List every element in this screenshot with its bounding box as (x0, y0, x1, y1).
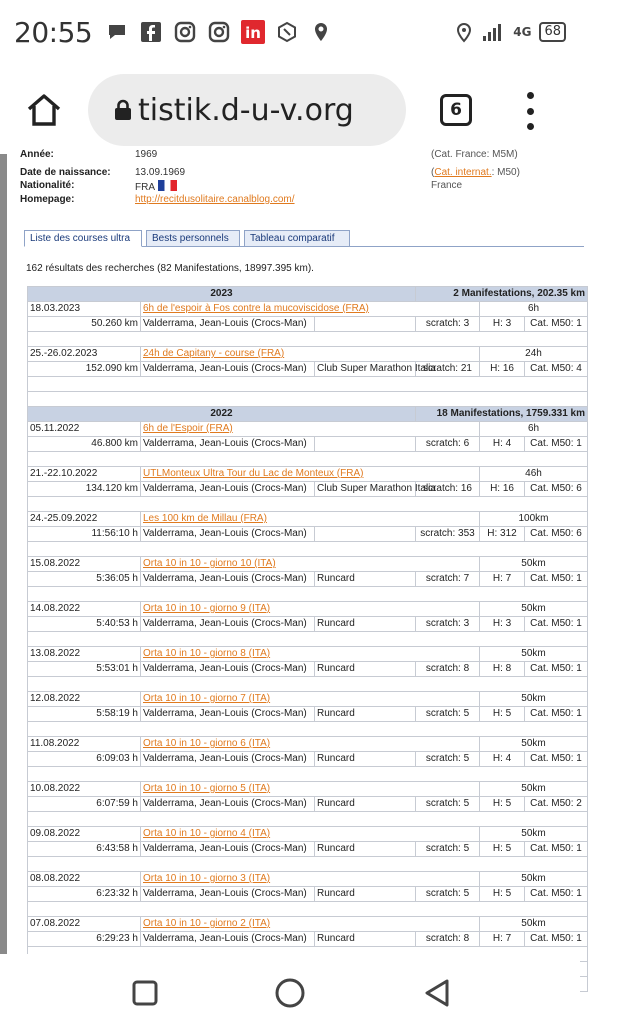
event-type: 50km (480, 827, 588, 842)
category-rank: Cat. M50: 1 (525, 662, 588, 677)
athlete-name: Valderrama, Jean-Louis (Crocs-Man) (141, 572, 315, 587)
event-date: 10.08.2022 (28, 782, 141, 797)
athlete-name: Valderrama, Jean-Louis (Crocs-Man) (141, 437, 315, 452)
event-link[interactable]: 24h de Capitany - course (FRA) (143, 348, 285, 359)
gender-rank: H: 5 (480, 887, 525, 902)
courses-table (27, 286, 588, 992)
event-link[interactable]: 6h de l'espoir à Fos contre la mucoviscidose (FRA) (143, 303, 369, 314)
event-name-cell (141, 827, 480, 842)
spacer-cell (28, 392, 588, 407)
event-row (28, 647, 588, 662)
info-row-birthdate (20, 167, 580, 180)
event-date: 08.08.2022 (28, 872, 141, 887)
event-type: 50km (480, 557, 588, 572)
event-link[interactable]: Orta 10 in 10 - giorno 4 (ITA) (143, 828, 271, 839)
scratch-rank: scratch: 6 (416, 437, 480, 452)
category-rank: Cat. M50: 1 (525, 842, 588, 857)
spacer-cell (28, 767, 588, 782)
club-name: Runcard (315, 887, 416, 902)
category-rank: Cat. M50: 2 (525, 797, 588, 812)
results-summary: 162 résultats des recherches (82 Manifestations, 18997.395 km). (26, 263, 314, 274)
address-bar[interactable] (88, 74, 406, 146)
event-date: 13.08.2022 (28, 647, 141, 662)
event-row (28, 917, 588, 932)
info-row-homepage (20, 194, 580, 207)
result-row (28, 617, 588, 632)
athlete-name: Valderrama, Jean-Louis (Crocs-Man) (141, 932, 315, 947)
event-link[interactable]: Orta 10 in 10 - giorno 2 (ITA) (143, 918, 271, 929)
club-name: Runcard (315, 662, 416, 677)
result-row (28, 362, 588, 377)
result-row (28, 572, 588, 587)
category-rank: Cat. M50: 6 (525, 527, 588, 542)
spacer-row (28, 722, 588, 737)
info-row-nationality (20, 180, 580, 193)
event-row (28, 557, 588, 572)
club-name: Runcard (315, 617, 416, 632)
gender-rank: H: 5 (480, 707, 525, 722)
event-row (28, 302, 588, 317)
scratch-rank: scratch: 3 (416, 617, 480, 632)
scratch-rank: scratch: 21 (416, 362, 480, 377)
event-link[interactable]: Orta 10 in 10 - giorno 7 (ITA) (143, 693, 271, 704)
event-type: 46h (480, 467, 588, 482)
back-triangle-icon[interactable] (420, 976, 454, 1010)
category-rank: Cat. M50: 1 (525, 437, 588, 452)
spacer-row (28, 632, 588, 647)
instagram-icon (208, 21, 230, 43)
location-pin-icon (310, 21, 332, 43)
event-row (28, 347, 588, 362)
spacer-row (28, 812, 588, 827)
performance: 50.260 km (28, 317, 141, 332)
event-link[interactable]: Orta 10 in 10 - giorno 6 (ITA) (143, 738, 271, 749)
performance: 6:09:03 h (28, 752, 141, 767)
spacer-cell (28, 632, 588, 647)
club-name (315, 317, 416, 332)
tab-comparison-table[interactable]: Tableau comparatif (244, 230, 350, 247)
event-name-cell (141, 872, 480, 887)
spacer-cell (28, 677, 588, 692)
scratch-rank: scratch: 7 (416, 572, 480, 587)
info-right: France (431, 180, 463, 191)
year-header-row (28, 407, 588, 422)
category-rank: Cat. M50: 1 (525, 932, 588, 947)
athlete-name: Valderrama, Jean-Louis (Crocs-Man) (141, 707, 315, 722)
overflow-menu-icon[interactable] (520, 92, 540, 130)
event-name-cell (141, 347, 480, 362)
event-row (28, 692, 588, 707)
gender-rank: H: 3 (480, 617, 525, 632)
result-row (28, 932, 588, 947)
event-type: 50km (480, 782, 588, 797)
spacer-row (28, 677, 588, 692)
event-date: 14.08.2022 (28, 602, 141, 617)
result-row (28, 662, 588, 677)
event-date: 24.-25.09.2022 (28, 512, 141, 527)
scratch-rank: scratch: 5 (416, 842, 480, 857)
event-row (28, 467, 588, 482)
event-date: 25.-26.02.2023 (28, 347, 141, 362)
gender-rank: H: 7 (480, 932, 525, 947)
performance: 6:23:32 h (28, 887, 141, 902)
club-name: Runcard (315, 707, 416, 722)
category-rank: Cat. M50: 4 (525, 362, 588, 377)
scratch-rank: scratch: 5 (416, 752, 480, 767)
info-label: Homepage: (20, 194, 75, 205)
performance: 6:07:59 h (28, 797, 141, 812)
club-name: Club Super Marathon Italia (315, 362, 416, 377)
performance: 11:56:10 h (28, 527, 141, 542)
spacer-cell (28, 332, 588, 347)
event-type: 50km (480, 737, 588, 752)
event-date: 07.08.2022 (28, 917, 141, 932)
event-type: 50km (480, 872, 588, 887)
info-right-prefix: ( (431, 167, 435, 178)
france-flag-icon (158, 180, 177, 191)
tab-course-list[interactable]: Liste des courses ultra (24, 230, 142, 247)
event-row (28, 737, 588, 752)
system-status (453, 21, 566, 43)
browser-toolbar (0, 64, 580, 154)
event-name-cell (141, 422, 480, 437)
event-name-cell (141, 302, 480, 317)
event-date: 15.08.2022 (28, 557, 141, 572)
result-row (28, 887, 588, 902)
event-date: 18.03.2023 (28, 302, 141, 317)
info-row-year (20, 149, 580, 162)
gender-rank: H: 7 (480, 572, 525, 587)
event-date: 21.-22.10.2022 (28, 467, 141, 482)
event-type: 50km (480, 692, 588, 707)
spacer-row (28, 377, 588, 392)
performance: 152.090 km (28, 362, 141, 377)
gender-rank: H: 5 (480, 842, 525, 857)
event-name-cell (141, 557, 480, 572)
event-link[interactable]: Orta 10 in 10 - giorno 8 (ITA) (143, 648, 271, 659)
athlete-name: Valderrama, Jean-Louis (Crocs-Man) (141, 887, 315, 902)
event-name-cell (141, 602, 480, 617)
scroll-edge (0, 154, 7, 954)
club-name (315, 437, 416, 452)
event-link[interactable]: Orta 10 in 10 - giorno 9 (ITA) (143, 603, 271, 614)
gender-rank: H: 16 (480, 362, 525, 377)
info-value: 1969 (135, 149, 158, 160)
category-rank: Cat. M50: 1 (525, 617, 588, 632)
event-name-cell (141, 692, 480, 707)
home-circle-icon[interactable] (273, 976, 307, 1010)
event-link[interactable]: Orta 10 in 10 - giorno 10 (ITA) (143, 558, 276, 569)
year-label: 2022 (28, 407, 416, 422)
gender-rank: H: 3 (480, 317, 525, 332)
event-link[interactable]: UTLMonteux Ultra Tour du Lac de Monteux (FRA) (143, 468, 364, 479)
event-link[interactable]: Orta 10 in 10 - giorno 5 (ITA) (143, 783, 271, 794)
spacer-cell (28, 902, 588, 917)
result-row (28, 527, 588, 542)
scratch-rank: scratch: 353 (416, 527, 480, 542)
performance: 6:43:58 h (28, 842, 141, 857)
event-type: 24h (480, 347, 588, 362)
spacer-cell (28, 722, 588, 737)
spacer-cell (28, 587, 588, 602)
event-row (28, 602, 588, 617)
status-time: 20:55 (14, 15, 93, 49)
gender-rank: H: 312 (480, 527, 525, 542)
facebook-icon (140, 21, 162, 43)
spacer-cell (28, 857, 588, 872)
homepage-link[interactable]: http://recitdusolitaire.canalblog.com/ (135, 194, 295, 205)
nationality-code: FRA (135, 182, 155, 193)
cat-internat-link[interactable]: Cat. internat. (434, 167, 492, 178)
spacer-row (28, 542, 588, 557)
gender-rank: H: 4 (480, 752, 525, 767)
network-type: 4G (513, 25, 532, 39)
event-row (28, 512, 588, 527)
gender-rank: H: 8 (480, 662, 525, 677)
tab-personal-bests[interactable]: Bests personnels (146, 230, 240, 247)
scratch-rank: scratch: 8 (416, 662, 480, 677)
event-name-cell (141, 647, 480, 662)
scratch-rank: scratch: 8 (416, 932, 480, 947)
event-type: 100km (480, 512, 588, 527)
info-right: (Cat. France: M5M) (431, 149, 518, 160)
performance: 46.800 km (28, 437, 141, 452)
spacer-row (28, 452, 588, 467)
event-date: 05.11.2022 (28, 422, 141, 437)
athlete-name: Valderrama, Jean-Louis (Crocs-Man) (141, 752, 315, 767)
athlete-name: Valderrama, Jean-Louis (Crocs-Man) (141, 317, 315, 332)
performance: 6:29:23 h (28, 932, 141, 947)
spacer-cell (28, 452, 588, 467)
info-value: 13.09.1969 (135, 167, 186, 178)
year-label: 2023 (28, 287, 416, 302)
athlete-name: Valderrama, Jean-Louis (Crocs-Man) (141, 617, 315, 632)
event-date: 12.08.2022 (28, 692, 141, 707)
spacer-row (28, 857, 588, 872)
year-header-row (28, 287, 588, 302)
event-name-cell (141, 512, 480, 527)
event-type: 50km (480, 647, 588, 662)
athlete-name: Valderrama, Jean-Louis (Crocs-Man) (141, 797, 315, 812)
home-icon[interactable] (24, 90, 64, 130)
performance: 5:36:05 h (28, 572, 141, 587)
spacer-row (28, 392, 588, 407)
performance: 5:53:01 h (28, 662, 141, 677)
scratch-rank: scratch: 16 (416, 482, 480, 497)
athlete-name: Valderrama, Jean-Louis (Crocs-Man) (141, 842, 315, 857)
event-link[interactable]: Les 100 km de Millau (FRA) (143, 513, 267, 524)
club-name: Runcard (315, 932, 416, 947)
location-outline-icon (453, 21, 475, 43)
web-content (0, 149, 586, 954)
info-right (431, 167, 520, 178)
spacer-row (28, 902, 588, 917)
event-name-cell (141, 782, 480, 797)
gender-rank: H: 5 (480, 797, 525, 812)
club-name (315, 527, 416, 542)
spacer-cell (28, 542, 588, 557)
spacer-cell (28, 812, 588, 827)
category-rank: Cat. M50: 1 (525, 752, 588, 767)
gender-rank: H: 16 (480, 482, 525, 497)
tab-bar (24, 230, 584, 247)
lock-icon (114, 99, 132, 121)
event-row (28, 782, 588, 797)
scratch-rank: scratch: 3 (416, 317, 480, 332)
event-date: 11.08.2022 (28, 737, 141, 752)
event-row (28, 827, 588, 842)
year-summary: 18 Manifestations, 1759.331 km (416, 407, 588, 422)
category-rank: Cat. M50: 1 (525, 707, 588, 722)
scratch-rank: scratch: 5 (416, 797, 480, 812)
gender-rank: H: 4 (480, 437, 525, 452)
event-link[interactable]: 6h de l'Espoir (FRA) (143, 423, 233, 434)
result-row (28, 482, 588, 497)
athlete-name: Valderrama, Jean-Louis (Crocs-Man) (141, 362, 315, 377)
year-summary: 2 Manifestations, 202.35 km (416, 287, 588, 302)
status-bar (0, 0, 580, 64)
club-name: Runcard (315, 797, 416, 812)
category-rank: Cat. M50: 1 (525, 317, 588, 332)
info-label: Année: (20, 149, 54, 160)
system-nav-bar (0, 954, 580, 1031)
event-type: 6h (480, 302, 588, 317)
spacer-row (28, 332, 588, 347)
event-name-cell (141, 467, 480, 482)
performance: 134.120 km (28, 482, 141, 497)
result-row (28, 842, 588, 857)
result-row (28, 707, 588, 722)
performance: 5:58:19 h (28, 707, 141, 722)
event-name-cell (141, 737, 480, 752)
info-value (135, 180, 177, 193)
club-name: Club Super Marathon Italia (315, 482, 416, 497)
category-rank: Cat. M50: 6 (525, 482, 588, 497)
athlete-name: Valderrama, Jean-Louis (Crocs-Man) (141, 482, 315, 497)
club-name: Runcard (315, 752, 416, 767)
info-label: Date de naissance: (20, 167, 111, 178)
athlete-name: Valderrama, Jean-Louis (Crocs-Man) (141, 662, 315, 677)
svg-text:in: in (245, 24, 262, 42)
result-row (28, 437, 588, 452)
event-type: 50km (480, 602, 588, 617)
chat-bubble-icon (106, 21, 128, 43)
event-date: 09.08.2022 (28, 827, 141, 842)
club-name: Runcard (315, 842, 416, 857)
event-name-cell (141, 917, 480, 932)
spacer-cell (28, 377, 588, 392)
spacer-row (28, 767, 588, 782)
spacer-row (28, 497, 588, 512)
performance: 5:40:53 h (28, 617, 141, 632)
event-row (28, 422, 588, 437)
tab-switcher-button[interactable]: 6 (440, 94, 472, 126)
result-row (28, 317, 588, 332)
info-right-suffix: : M50) (491, 167, 520, 178)
athlete-name: Valderrama, Jean-Louis (Crocs-Man) (141, 527, 315, 542)
scratch-rank: scratch: 5 (416, 707, 480, 722)
recent-apps-icon[interactable] (128, 976, 162, 1010)
event-row (28, 872, 588, 887)
instagram-icon (174, 21, 196, 43)
result-row (28, 797, 588, 812)
club-name: Runcard (315, 572, 416, 587)
linkedin-icon (242, 21, 264, 43)
notification-icons (106, 21, 332, 43)
battery-indicator: 68 (539, 22, 566, 42)
spacer-cell (28, 497, 588, 512)
event-type: 6h (480, 422, 588, 437)
signal-icon (483, 21, 505, 43)
result-row (28, 752, 588, 767)
event-type: 50km (480, 917, 588, 932)
spacer-row (28, 587, 588, 602)
hexagon-app-icon (276, 21, 298, 43)
event-link[interactable]: Orta 10 in 10 - giorno 3 (ITA) (143, 873, 271, 884)
scratch-rank: scratch: 5 (416, 887, 480, 902)
url-text: tistik.d-u-v.org (138, 92, 354, 128)
category-rank: Cat. M50: 1 (525, 572, 588, 587)
category-rank: Cat. M50: 1 (525, 887, 588, 902)
info-label: Nationalité: (20, 180, 75, 191)
